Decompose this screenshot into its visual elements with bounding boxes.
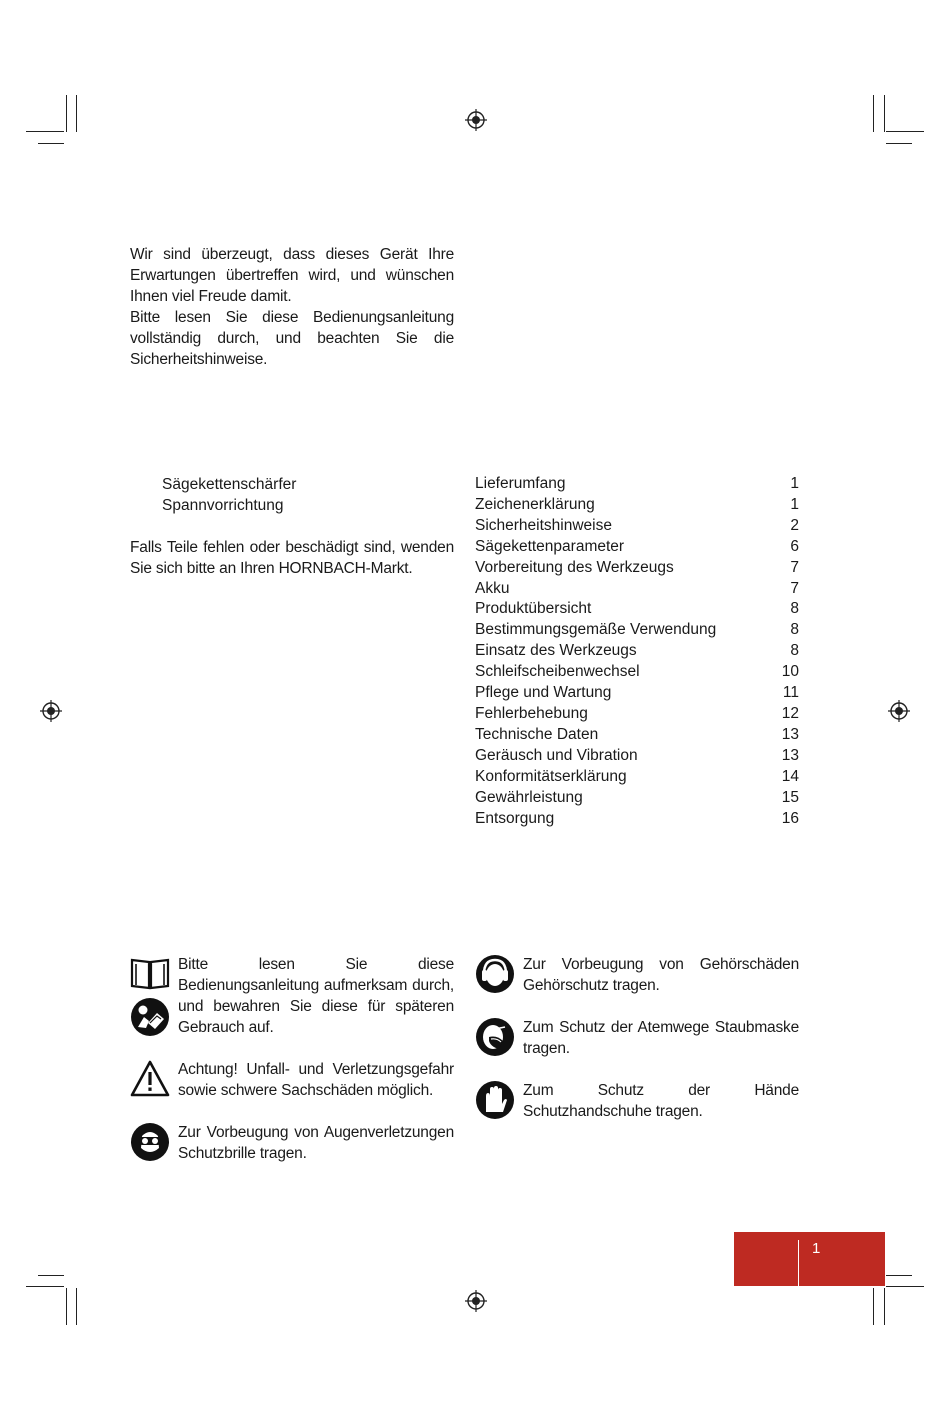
toc-entry — [475, 662, 799, 683]
safety-goggles-icon — [130, 1122, 170, 1162]
toc-page: 13 — [781, 746, 799, 764]
toc-title: Sägekettenparameter — [475, 537, 625, 555]
ear-protection-icon — [475, 954, 515, 994]
toc-page: 8 — [790, 642, 799, 660]
gloves-icon — [475, 1080, 515, 1120]
registration-mark-icon — [465, 109, 487, 131]
toc-title: Einsatz des Werkzeugs — [475, 642, 637, 660]
toc-entry — [475, 788, 799, 809]
toc-page: 11 — [782, 684, 799, 702]
registration-mark-icon — [888, 700, 910, 722]
delivery-items-list — [162, 474, 296, 516]
toc-page: 1 — [790, 475, 799, 492]
toc-page: 8 — [790, 600, 799, 618]
dust-mask-icon — [475, 1017, 515, 1057]
toc-entry — [475, 704, 799, 725]
toc-entry — [475, 641, 799, 662]
intro-paragraph: Wir sind überzeugt, dass dieses Gerät Ihre Erwartungen übertreffen wird, und wünschen Ihnen viel Freude damit. — [130, 246, 454, 305]
symbol-warning — [130, 1059, 454, 1101]
toc-title: Zeichenerklärung — [475, 495, 595, 513]
symbol-description: Zum Schutz der Hände Schutzhandschuhe tragen. — [523, 1082, 799, 1120]
toc-entry — [475, 599, 799, 620]
intro-paragraph: Bitte lesen Sie diese Bedienungsanleitung vollständig durch, und beachten Sie die Sicherheitshinweise. — [130, 309, 454, 368]
toc-page: 14 — [781, 767, 799, 785]
toc-title: Sicherheitshinweise — [475, 516, 612, 534]
toc-page: 16 — [781, 809, 799, 827]
symbol-description: Zur Vorbeugung von Augenverletzungen Schutzbrille tragen. — [178, 1124, 454, 1162]
symbol-read-manual — [130, 954, 454, 1038]
toc-page: 7 — [790, 558, 799, 576]
toc-entry — [475, 537, 799, 558]
toc-page: 8 — [790, 621, 799, 639]
toc-page: 10 — [781, 663, 799, 681]
page-number-tab — [734, 1232, 885, 1286]
toc-title: Fehlerbehebung — [475, 704, 588, 722]
toc-page: 15 — [781, 788, 799, 806]
toc-page: 2 — [790, 516, 799, 534]
toc-entry — [475, 516, 799, 537]
toc-entry — [475, 495, 799, 516]
toc-title: Entsorgung — [475, 809, 555, 827]
table-of-contents — [475, 474, 799, 829]
toc-title: Geräusch und Vibration — [475, 746, 638, 764]
page-tab-divider — [798, 1240, 799, 1286]
toc-page: 12 — [781, 704, 799, 722]
toc-entry — [475, 725, 799, 746]
registration-mark-icon — [40, 700, 62, 722]
symbol-goggles — [130, 1122, 454, 1164]
toc-title: Technische Daten — [475, 725, 599, 743]
symbol-description: Zum Schutz der Atemwege Staubmaske tragen. — [523, 1019, 799, 1057]
toc-title: Vorbereitung des Werkzeugs — [475, 558, 674, 576]
symbol-ear-protection — [475, 954, 799, 996]
registration-mark-icon — [465, 1290, 487, 1312]
toc-title: Gewährleistung — [475, 788, 583, 806]
toc-entry — [475, 746, 799, 767]
symbol-description: Zur Vorbeugung von Gehörschäden Gehörschutz tragen. — [523, 956, 799, 994]
toc-entry — [475, 767, 799, 788]
warning-triangle-icon — [130, 1059, 170, 1099]
symbol-dust-mask — [475, 1017, 799, 1059]
toc-page: 7 — [790, 579, 799, 597]
symbol-description: Bitte lesen Sie diese Bedienungsanleitung aufmerksam durch, und bewahren Sie diese für späteren Gebrauch auf. — [178, 956, 454, 1036]
toc-title: Produktübersicht — [475, 600, 592, 618]
toc-entry — [475, 620, 799, 641]
symbol-description: Achtung! Unfall- und Verletzungsgefahr sowie schwere Sachschäden möglich. — [178, 1061, 454, 1099]
toc-title: Lieferumfang — [475, 475, 566, 492]
delivery-item: Sägekettenschärfer — [162, 476, 297, 493]
missing-parts-note: Falls Teile fehlen oder beschädigt sind, wenden Sie sich bitte an Ihren HORNBACH-Markt. — [130, 539, 454, 577]
toc-page: 6 — [790, 537, 799, 555]
delivery-item: Spannvorrichtung — [162, 497, 284, 514]
read-manual-icon — [130, 997, 170, 1037]
toc-entry — [475, 683, 799, 704]
toc-entry — [475, 579, 799, 600]
toc-title: Akku — [475, 579, 510, 597]
manual-book-icon — [130, 954, 170, 994]
toc-title: Schleifscheibenwechsel — [475, 663, 640, 681]
toc-entry — [475, 474, 799, 495]
toc-entry — [475, 558, 799, 579]
toc-title: Pflege und Wartung — [475, 684, 612, 702]
toc-title: Konformitätserklärung — [475, 767, 627, 785]
toc-page: 13 — [781, 725, 799, 743]
toc-page: 1 — [790, 495, 799, 513]
symbol-gloves — [475, 1080, 799, 1122]
page-number: 1 — [812, 1240, 821, 1257]
intro-text — [130, 244, 454, 370]
toc-title: Bestimmungsgemäße Verwendung — [475, 621, 717, 639]
toc-entry — [475, 809, 799, 830]
